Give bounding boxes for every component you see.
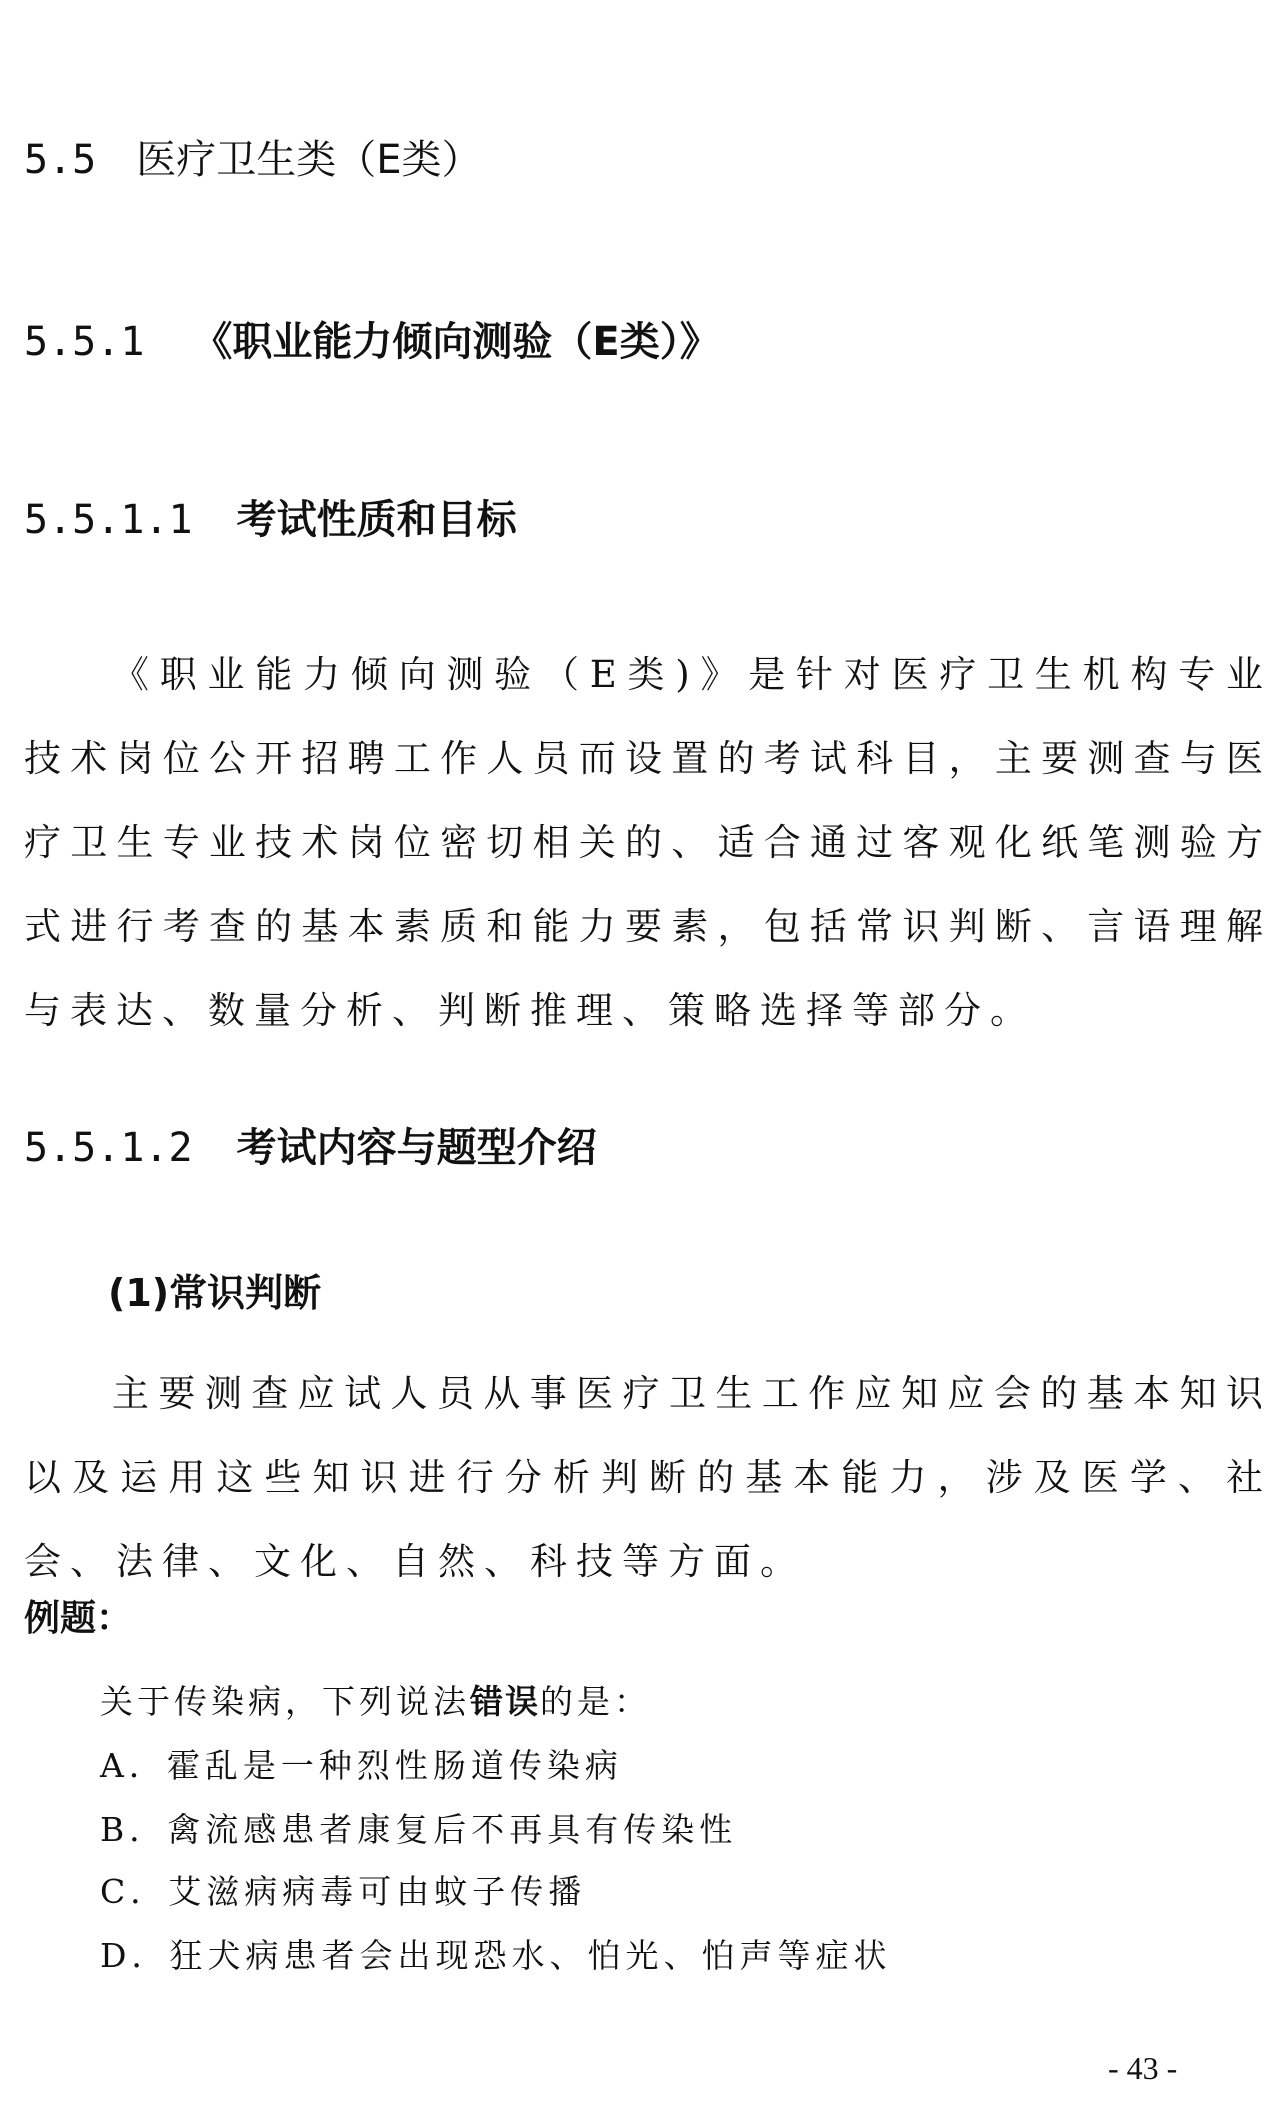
option-b: B．禽流感患者康复后不再具有传染性 <box>100 1810 738 1849</box>
heading-title: 医疗卫生类（E类） <box>136 137 482 183</box>
heading-number: 5.5.1 <box>24 319 145 365</box>
section-heading-5-5-1-1 <box>24 488 517 545</box>
subsection-paragraph: 主要测查应试人员从事医疗卫生工作应知应会的基本知识以及运用这些知识进行分析判断的基本能力，涉及医学、社会、法律、文化、自然、科技等方面。 <box>24 1372 1272 1583</box>
example-label: 例题： <box>24 1598 133 1639</box>
heading-number: 5.5.1.2 <box>24 1125 193 1171</box>
option-a: A．霍乱是一种烈性肠道传染病 <box>100 1746 623 1785</box>
question-stem-after: 的是： <box>540 1682 651 1721</box>
heading-title: 考试性质和目标 <box>236 497 517 543</box>
heading-title: 《职业能力倾向测验（E类）》 <box>192 319 720 365</box>
question-stem-emphasis: 错误 <box>470 1682 540 1721</box>
section-heading-5-5 <box>24 128 482 185</box>
question-stem-before: 关于传染病，下列说法 <box>100 1682 470 1721</box>
option-d: D．狂犬病患者会出现恐水、怕光、怕声等症状 <box>100 1936 892 1975</box>
intro-paragraph: 《职业能力倾向测验（E类)》是针对医疗卫生机构专业技术岗位公开招聘工作人员而设置的考试科目，主要测查与医疗卫生专业技术岗位密切相关的、适合通过客观化纸笔测验方式进行考查的基本素质和能力要素，包括常识判断、言语理解与表达、数量分析、判断推理、策略选择等部分。 <box>24 653 1272 1032</box>
page-number: - 43 - <box>1108 2050 1178 2086</box>
section-heading-5-5-1 <box>24 310 720 367</box>
heading-number: 5.5.1.1 <box>24 497 193 543</box>
question-stem <box>100 1676 651 1723</box>
heading-title: 考试内容与题型介绍 <box>236 1125 597 1171</box>
heading-number: 5.5 <box>24 137 97 183</box>
section-heading-5-5-1-2 <box>24 1116 597 1173</box>
subsection-title: (1)常识判断 <box>108 1271 322 1315</box>
option-c: C．艾滋病病毒可由蚊子传播 <box>100 1872 587 1911</box>
